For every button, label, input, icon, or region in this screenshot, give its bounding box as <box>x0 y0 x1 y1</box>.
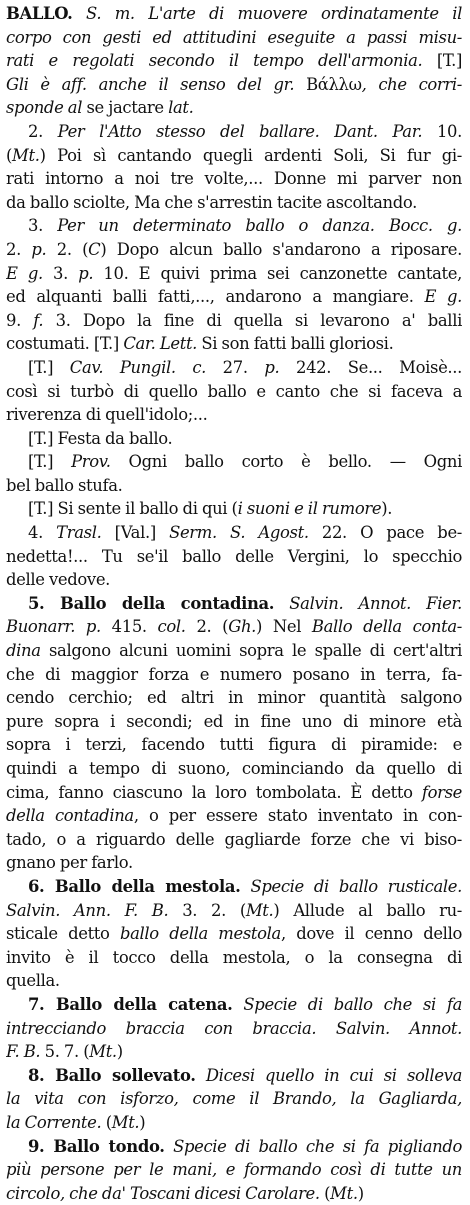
text-line <box>6 1111 462 1135</box>
text-line <box>6 639 462 663</box>
text-line <box>6 309 462 333</box>
text-line <box>6 969 462 993</box>
text-line <box>6 1017 462 1041</box>
text-run: Si son fatti balli gloriosi. <box>197 334 394 354</box>
text-line <box>6 1182 462 1205</box>
italic-text: la vita con isforzo, come il Brando, la Gagliarda, <box>6 1089 462 1109</box>
text-line <box>6 238 462 262</box>
text-run: gnano per farlo. <box>6 853 133 873</box>
text-run: 10. E quivi prima sei canzonette cantate, <box>93 263 462 283</box>
text-run: 2. ( <box>46 239 89 259</box>
text-run: 3. 2. ( <box>168 900 246 920</box>
italic-text: dina <box>6 641 41 661</box>
italic-text: Per un determinato ballo o danza. Bocc. g. <box>57 216 462 236</box>
text-line <box>6 592 462 616</box>
text-line <box>6 167 462 191</box>
italic-text: Cav. Pungil. c. <box>69 357 207 377</box>
italic-text: col. <box>157 617 186 637</box>
text-line <box>6 356 462 380</box>
italic-text: E g. <box>6 263 43 283</box>
text-line <box>6 993 462 1017</box>
text-run: [T.] Si sente il ballo di qui ( <box>28 499 238 519</box>
italic-text: ballo della mestola <box>119 924 281 944</box>
italic-text: S. m. L'arte di muovere ordinatamente il <box>72 4 462 23</box>
headword: 5. Ballo della contadina. <box>28 593 275 613</box>
text-line <box>6 686 462 710</box>
italic-text: f. <box>33 310 44 330</box>
text-line <box>6 946 462 970</box>
text-run: costumati. [T.] <box>6 334 124 354</box>
italic-text: sponde al <box>6 98 83 118</box>
italic-text: corpo con gesti ed attitudini eseguite a passi misu- <box>6 27 462 47</box>
italic-text: lat. <box>168 98 194 118</box>
text-line <box>6 450 462 474</box>
text-run: delle vedove. <box>6 570 111 590</box>
text-run: [T.] <box>28 357 70 377</box>
text-run: [T.] <box>28 452 72 472</box>
italic-text: F. B. <box>6 1042 41 1062</box>
italic-text: Gh. <box>228 617 257 637</box>
text-run: [T.] <box>422 51 462 71</box>
italic-text: i suoni e il rumore <box>237 499 382 519</box>
italic-text: Mt. <box>89 1042 117 1062</box>
italic-text: Specie di ballo che si fa pigliando <box>164 1136 462 1156</box>
text-run: bel ballo stufa. <box>6 475 123 495</box>
italic-text: Car. Lett. <box>123 334 198 354</box>
text-run: 9. <box>6 310 34 330</box>
text-line <box>6 427 462 451</box>
text-run: nedetta!... Tu se'il ballo delle Vergini, lo specchio <box>6 546 462 566</box>
text-run: 5. 7. ( <box>40 1042 90 1062</box>
text-run: 4. <box>28 523 57 543</box>
text-line <box>6 474 462 498</box>
text-line <box>6 851 462 875</box>
text-run: 3. Dopo la fine di quella si levarono a' balli <box>43 310 462 330</box>
text-run: ) Nel <box>256 617 312 637</box>
text-run: rati intorno a noi tre volte,... Donne mi parver non <box>6 169 462 189</box>
text-line <box>6 781 462 805</box>
italic-text: Specie di ballo rusticale. <box>240 876 462 896</box>
text-run: quella. <box>6 971 60 991</box>
italic-text: intrecciando braccia con braccia. Salvin. Annot. <box>6 1018 462 1038</box>
text-line <box>6 663 462 687</box>
headword: BALLO. <box>6 4 73 23</box>
italic-text: Dicesi quello in cui si solleva <box>195 1065 462 1085</box>
headword: 7. Ballo della catena. <box>28 994 233 1014</box>
italic-text: Mt. <box>330 1183 358 1203</box>
text-line <box>6 733 462 757</box>
text-run: riverenza di quell'idolo;... <box>6 405 208 425</box>
italic-text: forse <box>421 782 462 802</box>
text-run: 27. <box>206 357 265 377</box>
text-line <box>6 710 462 734</box>
text-run: 415. <box>100 617 158 637</box>
italic-text: p. <box>264 357 280 377</box>
text-line <box>6 73 462 97</box>
italic-text: Mt. <box>111 1112 140 1132</box>
text-run: Βάλλω <box>306 74 362 94</box>
text-line <box>6 922 462 946</box>
text-line <box>6 615 462 639</box>
text-run: invito è il tocco della mestola, o la consegna di <box>6 947 462 967</box>
italic-text: E g. <box>424 287 462 307</box>
text-run: ) <box>116 1042 123 1062</box>
text-run: ( <box>319 1183 331 1203</box>
text-run: ( <box>6 145 13 165</box>
italic-text: la Corrente. <box>6 1112 102 1132</box>
italic-text: Ballo della conta- <box>311 617 462 637</box>
text-line <box>6 497 462 521</box>
text-run: cima, fanno ciascuno la loro tombolata. È detto <box>6 782 422 802</box>
text-line <box>6 757 462 781</box>
text-line <box>6 804 462 828</box>
text-run: ). <box>381 499 393 519</box>
text-line <box>6 49 462 73</box>
italic-text: p. <box>78 263 94 283</box>
text-run: [T.] Festa da ballo. <box>28 428 173 448</box>
text-line <box>6 214 462 238</box>
text-line <box>6 1064 462 1088</box>
italic-text: Specie di ballo che si fa <box>232 994 462 1014</box>
text-run: , o per essere stato inventato in con- <box>133 806 462 826</box>
text-run: ) <box>139 1112 146 1132</box>
text-run: così si turbò di quello ballo e canto che si faceva a <box>6 381 462 401</box>
italic-text: Salvin. Annot. Fier. <box>274 593 462 613</box>
text-run: ) Poi sì cantando quegli ardenti Soli, Si fur gi- <box>39 145 462 165</box>
italic-text: circolo, che da' Toscani dicesi Carolare. <box>6 1183 320 1203</box>
text-line <box>6 1135 462 1159</box>
text-line <box>6 26 462 50</box>
text-line <box>6 545 462 569</box>
italic-text: della contadina <box>6 806 134 826</box>
text-line <box>6 2 462 26</box>
text-line <box>6 285 462 309</box>
italic-text: Per l'Atto stesso del ballare. Dant. Par. <box>57 121 423 141</box>
italic-text: Buonarr. p. <box>6 617 101 637</box>
text-run: Ogni ballo corto è bello. — Ogni <box>110 452 462 472</box>
italic-text: C <box>88 239 101 259</box>
text-line <box>6 1158 462 1182</box>
italic-text: Mt. <box>245 900 274 920</box>
text-run: 2. <box>6 239 32 259</box>
headword: 8. Ballo sollevato. <box>28 1065 196 1085</box>
text-line <box>6 828 462 852</box>
italic-text: più persone per le mani, e formando così di tutte un <box>6 1160 462 1180</box>
text-run: 10. <box>422 121 462 141</box>
text-run: 22. O pace be- <box>308 523 462 543</box>
text-run: se jactare <box>82 98 169 118</box>
italic-text: , che corri- <box>361 74 462 94</box>
text-line <box>6 191 462 215</box>
text-run: che di maggior forza e numero posano in terra, fa- <box>6 664 462 684</box>
text-run: [Val.] <box>101 523 170 543</box>
text-line <box>6 262 462 286</box>
text-line <box>6 96 462 120</box>
italic-text: Trasl. <box>56 523 102 543</box>
text-line <box>6 899 462 923</box>
text-run: 3. <box>42 263 79 283</box>
text-line <box>6 403 462 427</box>
text-run: ) Allude al ballo ru- <box>273 900 462 920</box>
text-line <box>6 120 462 144</box>
italic-text: Gli è aff. anche il senso del gr. <box>6 74 307 94</box>
text-line <box>6 1040 462 1064</box>
text-run: , dove il cenno dello <box>280 924 462 944</box>
text-run: ( <box>101 1112 112 1132</box>
text-line <box>6 380 462 404</box>
text-run: sticale detto <box>6 924 120 944</box>
text-line <box>6 332 462 356</box>
italic-text: Mt. <box>12 145 40 165</box>
italic-text: p. <box>31 239 47 259</box>
text-run: cendo cerchio; ed altri in minor quantità salgono <box>6 688 462 708</box>
text-run: sopra i terzi, facendo tutti figura di piramide: e <box>6 735 462 755</box>
text-run: tado, o a riguardo delle gagliarde forze che vi biso- <box>6 829 462 849</box>
italic-text: Serm. S. Agost. <box>169 523 309 543</box>
text-line <box>6 568 462 592</box>
text-line <box>6 521 462 545</box>
italic-text: Prov. <box>71 452 111 472</box>
text-line <box>6 144 462 168</box>
text-run: 2. ( <box>185 617 229 637</box>
italic-text: Salvin. Ann. F. B. <box>6 900 169 920</box>
text-run: da ballo sciolte, Ma che s'arrestin tacite ascoltando. <box>6 192 417 212</box>
headword: 6. Ballo della mestola. <box>28 876 241 896</box>
text-run: ed alquanti balli fatti,..., andarono a mangiare. <box>6 287 425 307</box>
text-run: pure sopra i secondi; ed in fine uno di minore età <box>6 711 462 731</box>
text-run: salgono alcuni uomini sopra le spalle di cert'altri <box>40 641 462 661</box>
headword: 9. Ballo tondo. <box>28 1136 165 1156</box>
text-run: 242. Se... Moisè... <box>279 357 462 377</box>
text-line <box>6 875 462 899</box>
text-run: ) Dopo alcun ballo s'andarono a riposare. <box>100 239 462 259</box>
text-run: 2. <box>28 121 58 141</box>
text-run: ) <box>357 1183 364 1203</box>
text-run: 3. <box>28 216 58 236</box>
text-run: quindi a tempo di suono, cominciando da quello di <box>6 759 462 778</box>
italic-text: rati e regolati secondo il tempo dell'armonia. <box>6 51 423 71</box>
